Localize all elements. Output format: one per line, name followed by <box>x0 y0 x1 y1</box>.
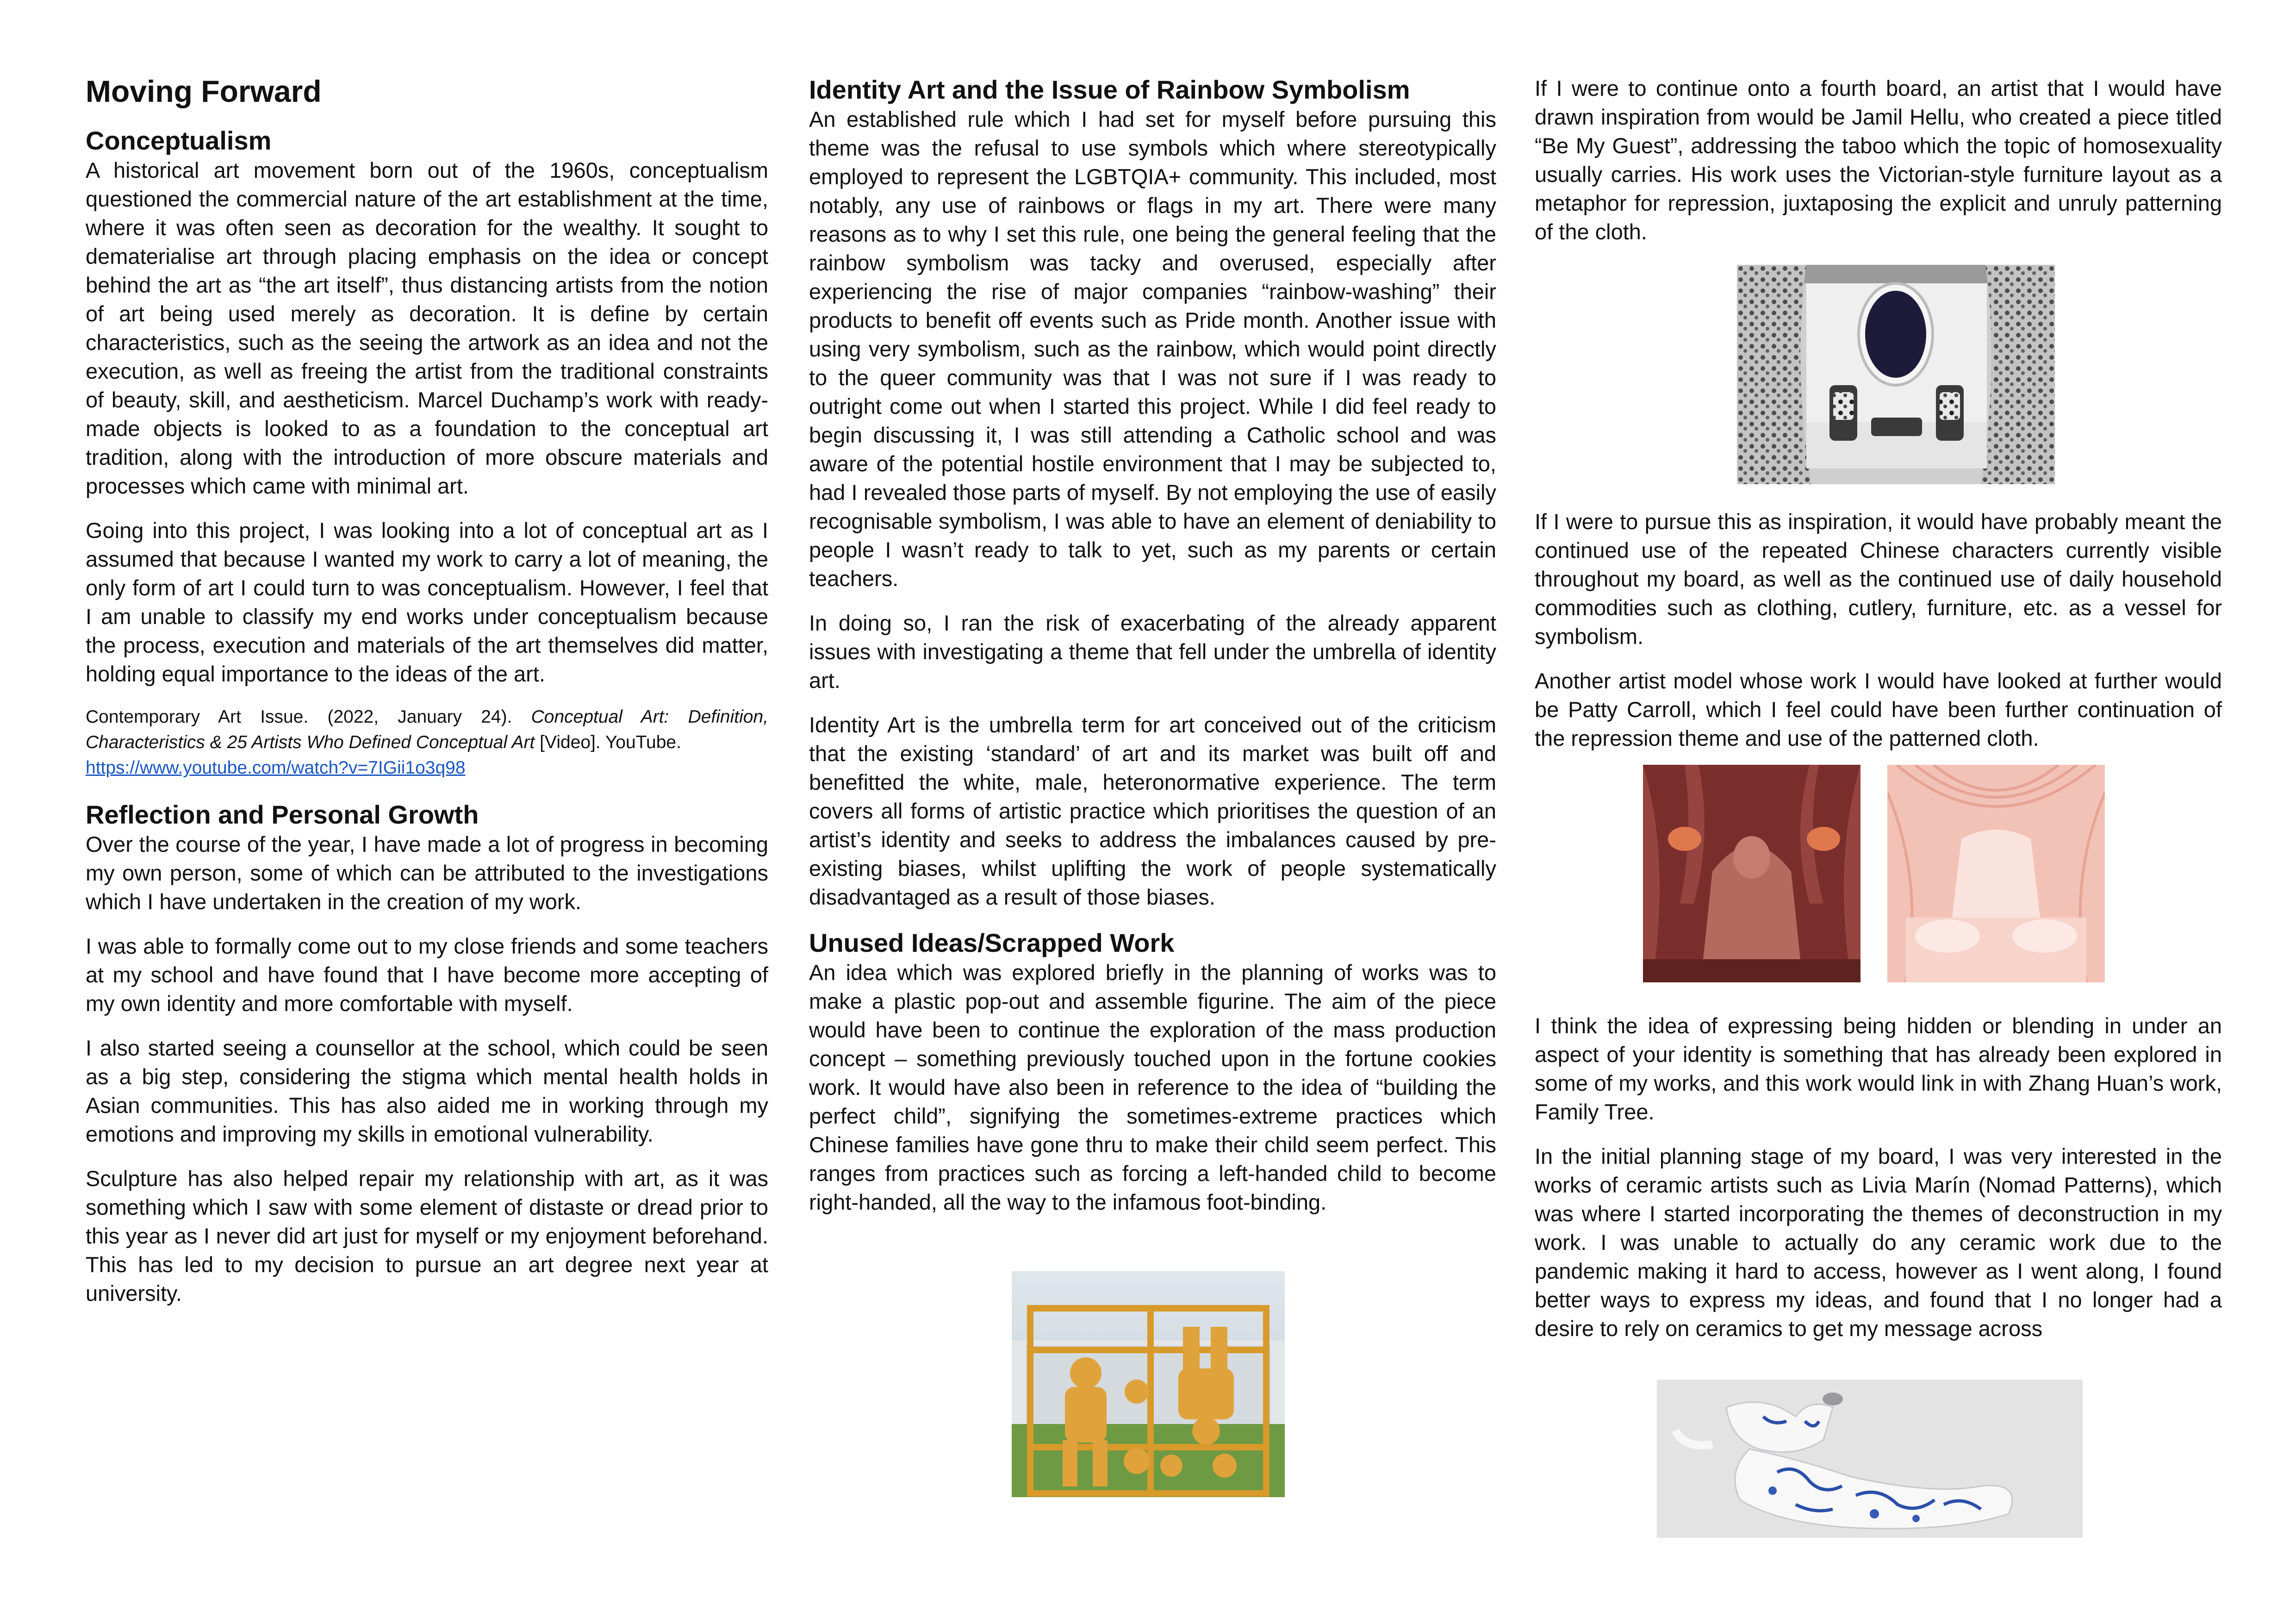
citation-suffix: [Video]. YouTube. <box>535 732 681 753</box>
ceramics-paragraph: In the initial planning stage of my board, I was very interested in the works of ceramic artists such as Livia Marín (Nomad Patterns), which was where I started incorporating the themes of deconstruction in my work. I was unable to actually do any ceramic work due to the pandemic making it hard to access, however as I went along, I found better ways to express my ideas, and found that I no longer had a desire to rely on ceramics to get my message across <box>1535 1144 2222 1341</box>
left-column <box>86 74 768 1324</box>
identity-paragraph-3: Identity Art is the umbrella term for art conceived out of the criticism that the existing ‘standard’ of art and its market was built off and benefitted the white, male, heteronormative experience. The term covers all forms of artistic practice which prioritises the question of an artist’s identity and seeks to address the imbalances caused by pre-existing biases, whilst uplifting the work of people systematically disadvantaged as a result of those biases. <box>809 712 1496 910</box>
conceptualism-paragraph-1: A historical art movement born out of the 1960s, conceptualism questioned the commercial nature of the art establishment at the time, where it was often seen as decoration for the wealthy. It sought to dematerialise art through placing emphasis on the idea or concept behind the art as “the art itself”, thus distancing artists from the notion of art being used merely as decoration. It is define by certain characteristics, such as the seeing the artwork as an idea and not the execution, as well as freeing the artist from the traditional constraints of beauty, skill, and aestheticism. Marcel Duchamp’s work with ready-made objects is looked to as a foundation to the conceptual art tradition, along with the introduction of more obscure materials and processes which came with minimal art. <box>86 158 768 499</box>
inspiration-paragraph: If I were to pursue this as inspiration, it would have probably meant the continued use of the repeated Chinese characters currently visible throughout my board, as well as the continued use of daily household commodities such as clothing, cutlery, furniture, etc. as a vessel for symbolism. <box>1535 509 2222 649</box>
reflection-paragraph-3: I also started seeing a counsellor at the school, which could be seen as a big step, considering the stigma which mental health holds in Asian communities. This has also aided me in working through my emotions and improving my skills in emotional vulnerability. <box>86 1036 768 1147</box>
patty-carroll-paragraph: Another artist model whose work I would have looked at further would be Patty Carroll, which I feel could have been further continuation of the repression theme and use of the patterned cloth. <box>1535 668 2222 750</box>
citation-link[interactable]: https://www.youtube.com/watch?v=7IGii1o3q98 <box>86 758 466 778</box>
reflection-heading: Reflection and Personal Growth <box>86 800 479 830</box>
figurine-kit-photo <box>1012 1271 1285 1497</box>
middle-column <box>809 74 1496 1232</box>
victorian-furniture-photo <box>1737 265 2055 484</box>
reflection-paragraph-1: Over the course of the year, I have made a lot of progress in becoming my own person, some of which can be attributed to the investigations which I have undertaken in the creation of my work. <box>86 832 768 914</box>
reflection-paragraph-4: Sculpture has also helped repair my relationship with art, as it was something which I saw with some element of distaste or dread prior to this year as I never did art just for myself or my enjoyment beforehand. This has led to my decision to pursue an art degree next year at university. <box>86 1166 768 1306</box>
image-spacer-2 <box>1535 768 2222 1012</box>
patty-carroll-photo-2 <box>1887 765 2105 982</box>
unused-ideas-heading: Unused Ideas/Scrapped Work <box>809 928 1175 958</box>
jamil-hellu-paragraph: If I were to continue onto a fourth board, an artist that I would have drawn inspiration from would be Jamil Hellu, who created a piece titled “Be My Guest”, addressing the taboo which the topic of homosexuality usually carries. His work uses the Victorian-style furniture layout as a metaphor for repression, juxtaposing the explicit and unruly patterning of the cloth. <box>1535 76 2222 244</box>
identity-paragraph-1: An established rule which I had set for myself before pursuing this theme was the refusal to use symbols which where stereotypically employed to represent the LGBTQIA+ community. This included, most notably, any use of rainbows or flags in my art. There were many reasons as to why I set this rule, one being the general feeling that the rainbow symbolism was tacky and overused, especially after experiencing the rise of major companies “rainbow-washing” their products to benefit off events such as Pride month. Another issue with using very symbolism, such as the rainbow, which would point directly to the queer community was that I was not sure if I was ready to outright come out when I started this project. While I did feel ready to begin discussing it, I was still attending a Catholic school and was aware of the potential hostile environment that I may be subjected to, had I revealed those parts of myself. By not employing the use of easily recognisable symbolism, I was able to have an element of deniability to people I wasn’t ready to talk to yet, such as my parents or certain teachers. <box>809 107 1496 591</box>
identity-paragraph-2: In doing so, I ran the risk of exacerbating of the already apparent issues with investigating a theme that fell under the umbrella of identity art. <box>809 611 1496 693</box>
citation-title: Conceptual Art: Definition, Characteristics & 25 Artists Who Defined Conceptual Art <box>86 707 768 753</box>
conceptualism-heading: Conceptualism <box>86 125 272 155</box>
conceptualism-paragraph-2: Going into this project, I was looking into a lot of conceptual art as I assumed that because I wanted my work to carry a lot of meaning, the only form of art I could turn to was conceptualism. However, I feel that I am unable to classify my end works under conceptualism because the process, execution and materials of the art themselves did matter, holding equal importance to the ideas of the art. <box>86 518 768 687</box>
unused-paragraph-1: An idea which was explored briefly in the planning of works was to make a plastic pop-out and assemble figurine. The aim of the piece would have been to continue the exploration of the mass production concept – something previously touched upon in the fortune cookies work. It would have also been in reference to the idea of “building the perfect child”, signifying the sometimes-extreme practices which Chinese families have gone thru to make their child seem perfect. This ranges from practices such as forcing a left-handed child to become right-handed, all the way to the infamous foot-binding. <box>809 960 1496 1215</box>
identity-art-heading: Identity Art and the Issue of Rainbow Symbolism <box>809 75 1410 104</box>
citation-prefix: Contemporary Art Issue. (2022, January 24). <box>86 707 531 727</box>
melting-teapot-photo <box>1657 1380 2083 1538</box>
citation <box>86 704 768 781</box>
page-title: Moving Forward <box>86 74 322 108</box>
patty-carroll-photo-1 <box>1643 765 1860 982</box>
reflection-paragraph-2: I was able to formally come out to my close friends and some teachers at my school and have found that I have become more accepting of my own identity and more comfortable with myself. <box>86 934 768 1016</box>
hidden-identity-paragraph: I think the idea of expressing being hidden or blending in under an aspect of your identity is something that has already been explored in some of my works, and this work would link in with Zhang Huan’s work, Family Tree. <box>1535 1013 2222 1124</box>
